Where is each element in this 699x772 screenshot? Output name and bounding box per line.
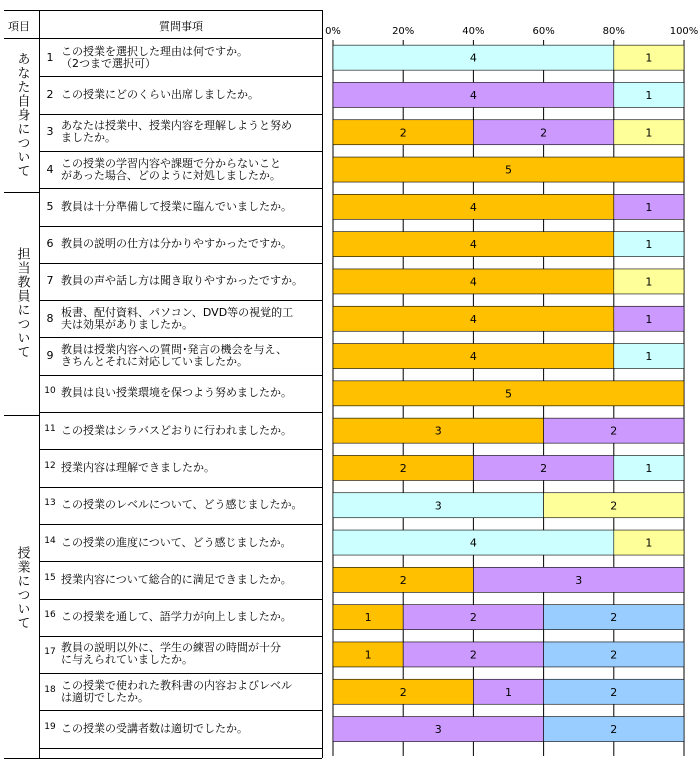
question-text-line: この授業のレベルについて、どう感じましたか。 [61, 498, 303, 512]
bar-value-label: 2 [399, 685, 407, 699]
question-text-line: この授業の進度について、どう感じましたか。 [61, 535, 292, 549]
bar-value-label: 1 [645, 126, 653, 140]
question-number: 17 [44, 647, 56, 658]
bar-value-label: 1 [645, 350, 653, 364]
bar-value-label: 3 [434, 424, 442, 438]
header-question: 質問事項 [159, 20, 203, 33]
bar-value-label: 5 [505, 163, 512, 177]
bar-value-label: 3 [434, 723, 442, 737]
bar-value-label: 1 [645, 536, 653, 550]
question-text-line: 教員の説明の仕方は分かりやすかったですか。 [61, 237, 292, 251]
question-text-line: 授業内容について総合的に満足できましたか。 [61, 572, 292, 586]
section-label-teacher: 担当教員について [14, 247, 30, 359]
bar-value-label: 2 [540, 461, 548, 475]
bar-value-label: 1 [645, 275, 653, 289]
question-number: 2 [46, 87, 54, 101]
question-number: 5 [46, 199, 54, 213]
bar-value-label: 1 [364, 611, 372, 625]
bar-value-label: 2 [610, 424, 618, 438]
question-text-line: きちんとそれに対応していましたか。 [61, 355, 248, 369]
question-text-line: この授業を通して、語学力が向上しましたか。 [61, 610, 292, 624]
bar-value-label: 1 [645, 88, 653, 102]
question-text-line: この授業の学習内容や課題で分からないこと [61, 156, 281, 170]
question-text-line: 授業内容は理解できましたか。 [61, 460, 215, 474]
question-number: 12 [44, 460, 56, 471]
question-number: 15 [44, 572, 56, 583]
question-text-line: 教員は授業内容への質問･発言の機会を与え、 [61, 343, 288, 357]
bar-value-label: 1 [645, 312, 653, 326]
question-number: 6 [46, 237, 54, 251]
bar-value-label: 2 [610, 611, 618, 625]
question-text-line: 教員の声や話し方は聞き取りやすかったですか。 [61, 274, 303, 288]
question-number: 14 [44, 535, 56, 546]
question-text-line: この授業にどのくらい出席しましたか。 [61, 87, 259, 101]
question-number: 13 [44, 498, 56, 509]
question-text-line: があった場合、どのように対処しましたか。 [61, 168, 281, 182]
question-text-line: この授業を選択した理由は何ですか。 [61, 44, 248, 58]
bar-value-label: 2 [610, 685, 618, 699]
question-text-line: （2つまで選択可） [61, 56, 156, 70]
question-text-line: 教員は十分準備して授業に臨んでいましたか。 [61, 199, 292, 213]
bar-value-label: 2 [399, 461, 407, 475]
bar-value-label: 1 [645, 51, 653, 65]
question-number: 16 [44, 610, 56, 621]
question-number: 3 [46, 125, 54, 139]
bar-value-label: 2 [610, 648, 618, 662]
x-tick-label: 20% [392, 26, 415, 37]
question-number: 11 [44, 423, 56, 434]
bar-value-label: 4 [469, 536, 477, 550]
question-text-line: は適切でしたか。 [61, 690, 149, 704]
question-text-line: あなたは授業中、授業内容を理解しようと努め [61, 119, 292, 133]
question-number: 19 [44, 722, 56, 733]
bar-value-label: 2 [610, 723, 618, 737]
bar-value-label: 3 [575, 573, 583, 587]
bar-value-label: 2 [540, 126, 548, 140]
question-number: 1 [46, 50, 54, 64]
bar-value-label: 2 [399, 126, 407, 140]
bar-value-label: 1 [645, 461, 653, 475]
question-number: 9 [46, 349, 54, 363]
question-number: 10 [44, 386, 56, 397]
question-number: 7 [46, 274, 54, 288]
bar-value-label: 4 [469, 238, 477, 252]
bar-value-label: 1 [364, 648, 372, 662]
section-label-class: 授業について [14, 546, 30, 630]
bar-value-label: 1 [645, 238, 653, 252]
question-text-line: 教員の説明以外に、学生の練習の時間が十分 [61, 641, 281, 655]
question-text-line: この授業の受講者数は適切でしたか。 [61, 722, 248, 736]
bar-value-label: 4 [469, 200, 477, 214]
bar-value-label: 2 [399, 573, 407, 587]
x-tick-label: 0% [325, 26, 341, 37]
question-number: 8 [46, 311, 54, 325]
question-number: 18 [44, 684, 56, 695]
section-label-self: あなた自身について [14, 52, 30, 178]
question-text-line: この授業はシラバスどおりに行われましたか。 [61, 423, 292, 437]
question-text-line: 夫は効果がありましたか。 [61, 317, 193, 331]
bar-value-label: 4 [469, 88, 477, 102]
bar-value-label: 2 [469, 611, 477, 625]
bar-value-label: 3 [434, 499, 442, 513]
question-text-line: 教員は良い授業環境を保つよう努めましたか。 [61, 386, 292, 400]
bar-value-label: 2 [610, 499, 618, 513]
bar-value-label: 4 [469, 275, 477, 289]
question-text-line: ましたか。 [61, 131, 116, 145]
x-tick-label: 100% [669, 26, 699, 37]
bar-value-label: 4 [469, 350, 477, 364]
question-text-line: に与えられていましたか。 [61, 653, 193, 667]
bar-value-label: 1 [505, 685, 512, 699]
bar-value-label: 4 [469, 51, 477, 65]
bar-value-label: 1 [645, 200, 653, 214]
x-tick-label: 80% [602, 26, 625, 37]
question-text-line: 板書、配付資料、パソコン、DVD等の視覚的工 [61, 305, 294, 319]
header-item: 項目 [8, 20, 30, 33]
question-number: 4 [46, 162, 54, 176]
x-tick-label: 60% [532, 26, 555, 37]
bar-value-label: 2 [469, 648, 477, 662]
question-text-line: この授業で使われた教科書の内容およびレベル [61, 678, 292, 692]
x-tick-label: 40% [462, 26, 485, 37]
bar-value-label: 5 [505, 387, 512, 401]
bar-value-label: 4 [469, 312, 477, 326]
